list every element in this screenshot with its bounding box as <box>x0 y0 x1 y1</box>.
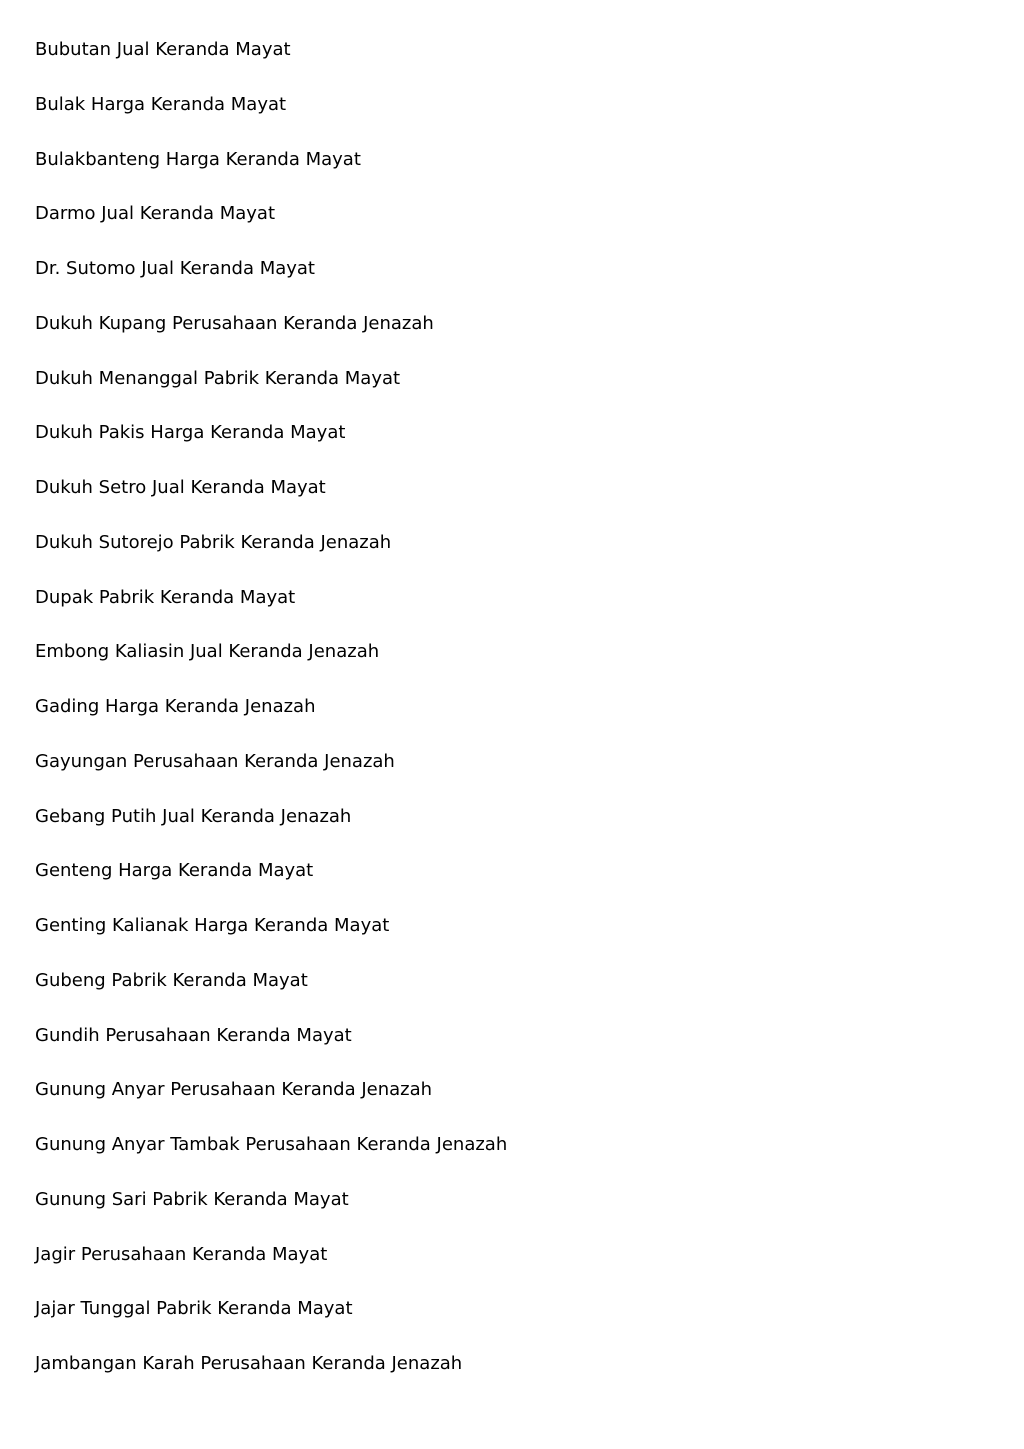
list-link[interactable]: Dukuh Sutorejo Pabrik Keranda Jenazah <box>35 531 392 553</box>
link-list <box>35 36 507 1405</box>
list-link[interactable]: Bubutan Jual Keranda Mayat <box>35 39 291 60</box>
list-link[interactable]: Darmo Jual Keranda Mayat <box>35 203 276 225</box>
list-link[interactable]: Gading Harga Keranda Jenazah <box>35 696 316 717</box>
list-link[interactable]: Dr. Sutomo Jual Keranda Mayat <box>35 258 315 279</box>
list-item <box>35 1241 507 1296</box>
list-item <box>35 693 507 748</box>
list-item <box>35 200 507 255</box>
list-link[interactable]: Dukuh Menanggal Pabrik Keranda Mayat <box>35 367 401 389</box>
list-item <box>35 1295 507 1350</box>
list-item <box>35 857 507 912</box>
list-item <box>35 584 507 639</box>
list-link[interactable]: Gundih Perusahaan Keranda Mayat <box>35 1024 352 1046</box>
list-link[interactable]: Gebang Putih Jual Keranda Jenazah <box>35 805 352 827</box>
list-link[interactable]: Genteng Harga Keranda Mayat <box>35 860 314 882</box>
list-link[interactable]: Dukuh Setro Jual Keranda Mayat <box>35 477 326 498</box>
list-item <box>35 748 507 803</box>
list-item <box>35 1076 507 1131</box>
list-item <box>35 1022 507 1077</box>
list-link[interactable]: Gunung Anyar Perusahaan Keranda Jenazah <box>35 1079 433 1101</box>
list-item <box>35 91 507 146</box>
list-link[interactable]: Bulakbanteng Harga Keranda Mayat <box>35 148 361 170</box>
list-item <box>35 1186 507 1241</box>
list-link[interactable]: Jambangan Karah Perusahaan Keranda Jenazah <box>35 1353 463 1374</box>
list-item <box>35 474 507 529</box>
list-item <box>35 529 507 584</box>
list-link[interactable]: Dukuh Kupang Perusahaan Keranda Jenazah <box>35 312 434 334</box>
list-link[interactable]: Dukuh Pakis Harga Keranda Mayat <box>35 422 346 444</box>
list-item <box>35 638 507 693</box>
list-item <box>35 1131 507 1186</box>
list-item <box>35 255 507 310</box>
list-link[interactable]: Embong Kaliasin Jual Keranda Jenazah <box>35 641 380 663</box>
list-item <box>35 146 507 201</box>
list-link[interactable]: Gunung Anyar Tambak Perusahaan Keranda Jenazah <box>35 1134 508 1155</box>
list-item <box>35 419 507 474</box>
list-link[interactable]: Gubeng Pabrik Keranda Mayat <box>35 969 308 991</box>
list-link[interactable]: Gunung Sari Pabrik Keranda Mayat <box>35 1188 349 1210</box>
list-item <box>35 36 507 91</box>
list-link[interactable]: Dupak Pabrik Keranda Mayat <box>35 586 296 608</box>
list-item <box>35 1350 507 1405</box>
list-link[interactable]: Gayungan Perusahaan Keranda Jenazah <box>35 750 395 772</box>
list-link[interactable]: Genting Kalianak Harga Keranda Mayat <box>35 915 390 936</box>
list-link[interactable]: Jagir Perusahaan Keranda Mayat <box>35 1243 328 1265</box>
list-item <box>35 912 507 967</box>
list-item <box>35 365 507 420</box>
list-link[interactable]: Bulak Harga Keranda Mayat <box>35 93 287 115</box>
list-item <box>35 803 507 858</box>
list-link[interactable]: Jajar Tunggal Pabrik Keranda Mayat <box>35 1298 353 1320</box>
list-item <box>35 310 507 365</box>
list-item <box>35 967 507 1022</box>
